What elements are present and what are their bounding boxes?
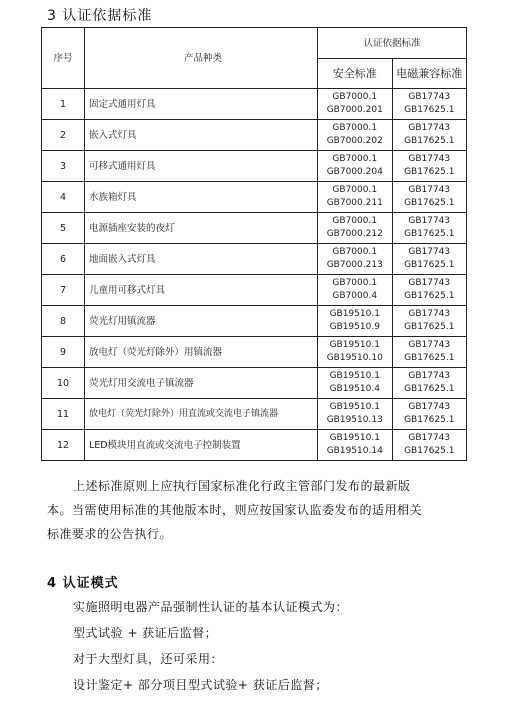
table-row: [42, 306, 467, 337]
row-safety: [318, 275, 393, 306]
table-row: [42, 120, 467, 151]
emc-std-2: GB17625.1: [404, 229, 455, 239]
row-safety: [318, 430, 393, 461]
table-row: [42, 182, 467, 213]
table-row: [42, 151, 467, 182]
para-line: [47, 474, 467, 498]
row-safety: [318, 368, 393, 399]
row-no: 9: [42, 337, 85, 368]
header-basis: 认证依据标准: [318, 28, 467, 59]
row-safety: [318, 213, 393, 244]
emc-std-1: GB17743: [408, 340, 451, 350]
row-safety: [318, 89, 393, 120]
row-emc: [392, 244, 467, 275]
row-name: 可移式通用灯具: [85, 151, 318, 182]
table-row: [42, 213, 467, 244]
standards-table: [41, 27, 467, 461]
row-safety: [318, 399, 393, 430]
emc-std-1: GB17743: [408, 402, 451, 412]
row-name: 放电灯（荧光灯除外）用直流或交流电子镇流器: [85, 399, 318, 430]
row-name: 固定式通用灯具: [85, 89, 318, 120]
row-name: 嵌入式灯具: [85, 120, 318, 151]
row-safety: [318, 306, 393, 337]
safety-std-2: GB7000.211: [326, 198, 383, 208]
safety-std-1: GB19510.1: [329, 433, 380, 443]
safety-std-2: GB19510.10: [326, 353, 383, 363]
safety-std-1: GB7000.1: [332, 92, 378, 102]
safety-std-2: GB19510.14: [326, 446, 383, 456]
row-name: 地面嵌入式灯具: [85, 244, 318, 275]
row-no: 8: [42, 306, 85, 337]
emc-std-1: GB17743: [408, 123, 451, 133]
row-emc: [392, 120, 467, 151]
row-no: 10: [42, 368, 85, 399]
safety-std-1: GB7000.1: [332, 247, 378, 257]
emc-std-2: GB17625.1: [404, 415, 455, 425]
emc-std-1: GB17743: [408, 278, 451, 288]
row-emc: [392, 275, 467, 306]
emc-std-2: GB17625.1: [404, 167, 455, 177]
row-name: 儿童用可移式灯具: [85, 275, 318, 306]
row-name: 荧光灯用交流电子镇流器: [85, 368, 318, 399]
safety-std-1: GB19510.1: [329, 309, 380, 319]
safety-std-1: GB7000.1: [332, 185, 378, 195]
safety-std-2: GB7000.213: [326, 260, 383, 270]
row-safety: [318, 120, 393, 151]
safety-std-1: GB19510.1: [329, 402, 380, 412]
safety-std-2: GB19510.9: [329, 322, 380, 332]
safety-std-1: GB7000.1: [332, 154, 378, 164]
safety-std-1: GB7000.1: [332, 216, 378, 226]
table-row: [42, 399, 467, 430]
emc-std-1: GB17743: [408, 371, 451, 381]
header-no: 序号: [42, 28, 85, 89]
table-row: [42, 275, 467, 306]
safety-std-1: GB19510.1: [329, 371, 380, 381]
emc-std-1: GB17743: [408, 433, 451, 443]
emc-std-1: GB17743: [408, 216, 451, 226]
row-emc: [392, 89, 467, 120]
row-no: 11: [42, 399, 85, 430]
row-no: 12: [42, 430, 85, 461]
para-line-2: 本。当需使用标准的其他版本时，则应按国家认监委发布的适用相关: [47, 503, 423, 517]
emc-std-2: GB17625.1: [404, 291, 455, 301]
row-no: 1: [42, 89, 85, 120]
row-emc: [392, 213, 467, 244]
emc-std-1: GB17743: [408, 154, 451, 164]
emc-std-2: GB17625.1: [404, 136, 455, 146]
row-emc: [392, 368, 467, 399]
safety-std-2: GB7000.212: [326, 229, 383, 239]
section-3-heading: 3 认证依据标准: [47, 8, 153, 24]
row-no: 2: [42, 120, 85, 151]
row-emc: [392, 337, 467, 368]
cert-mode-line-2: 型式试验 + 获证后监督；: [73, 626, 218, 640]
row-safety: [318, 337, 393, 368]
row-no: 7: [42, 275, 85, 306]
table-row: [42, 89, 467, 120]
row-name: 放电灯（荧光灯除外）用镇流器: [85, 337, 318, 368]
emc-std-1: GB17743: [408, 185, 451, 195]
cert-mode-line-4: 设计鉴定+ 部分项目型式试验+ 获证后监督；: [73, 678, 328, 692]
table-row: [42, 368, 467, 399]
cert-mode-line-3: 对于大型灯具，还可采用：: [73, 652, 224, 666]
emc-std-2: GB17625.1: [404, 446, 455, 456]
row-no: 4: [42, 182, 85, 213]
emc-std-1: GB17743: [408, 92, 451, 102]
emc-std-1: GB17743: [408, 247, 451, 257]
table-row: [42, 244, 467, 275]
standards-note-paragraph: [47, 474, 467, 546]
emc-std-2: GB17625.1: [404, 198, 455, 208]
row-name: LED模块用直流或交流电子控制装置: [85, 430, 318, 461]
para-line-1: 上述标准原则上应执行国家标准化行政主管部门发布的最新版: [73, 479, 411, 493]
safety-std-2: GB19510.4: [329, 384, 380, 394]
para-line-3: 标准要求的公告执行。: [47, 527, 173, 541]
emc-std-2: GB17625.1: [404, 105, 455, 115]
row-emc: [392, 430, 467, 461]
row-safety: [318, 151, 393, 182]
row-no: 3: [42, 151, 85, 182]
emc-std-2: GB17625.1: [404, 260, 455, 270]
row-name: 荧光灯用镇流器: [85, 306, 318, 337]
header-emc: 电磁兼容标准: [392, 59, 467, 89]
safety-std-2: GB7000.204: [326, 167, 383, 177]
row-safety: [318, 182, 393, 213]
safety-std-2: GB7000.201: [326, 105, 383, 115]
table-row: [42, 337, 467, 368]
section-4-heading: 4 认证模式: [47, 576, 119, 591]
safety-std-1: GB19510.1: [329, 340, 380, 350]
cert-mode-line-1: 实施照明电器产品强制性认证的基本认证模式为：: [73, 600, 349, 614]
row-no: 6: [42, 244, 85, 275]
safety-std-1: GB7000.1: [332, 278, 378, 288]
row-emc: [392, 399, 467, 430]
safety-std-2: GB7000.4: [332, 291, 378, 301]
row-no: 5: [42, 213, 85, 244]
table-row: [42, 430, 467, 461]
emc-std-1: GB17743: [408, 309, 451, 319]
row-name: 水族箱灯具: [85, 182, 318, 213]
safety-std-1: GB7000.1: [332, 123, 378, 133]
row-emc: [392, 306, 467, 337]
row-emc: [392, 151, 467, 182]
emc-std-2: GB17625.1: [404, 384, 455, 394]
header-safety: 安全标准: [318, 59, 393, 89]
header-category: 产品种类: [85, 28, 318, 89]
row-safety: [318, 244, 393, 275]
row-name: 电源插座安装的夜灯: [85, 213, 318, 244]
safety-std-2: GB7000.202: [326, 136, 383, 146]
safety-std-2: GB19510.13: [326, 415, 383, 425]
emc-std-2: GB17625.1: [404, 322, 455, 332]
emc-std-2: GB17625.1: [404, 353, 455, 363]
row-emc: [392, 182, 467, 213]
